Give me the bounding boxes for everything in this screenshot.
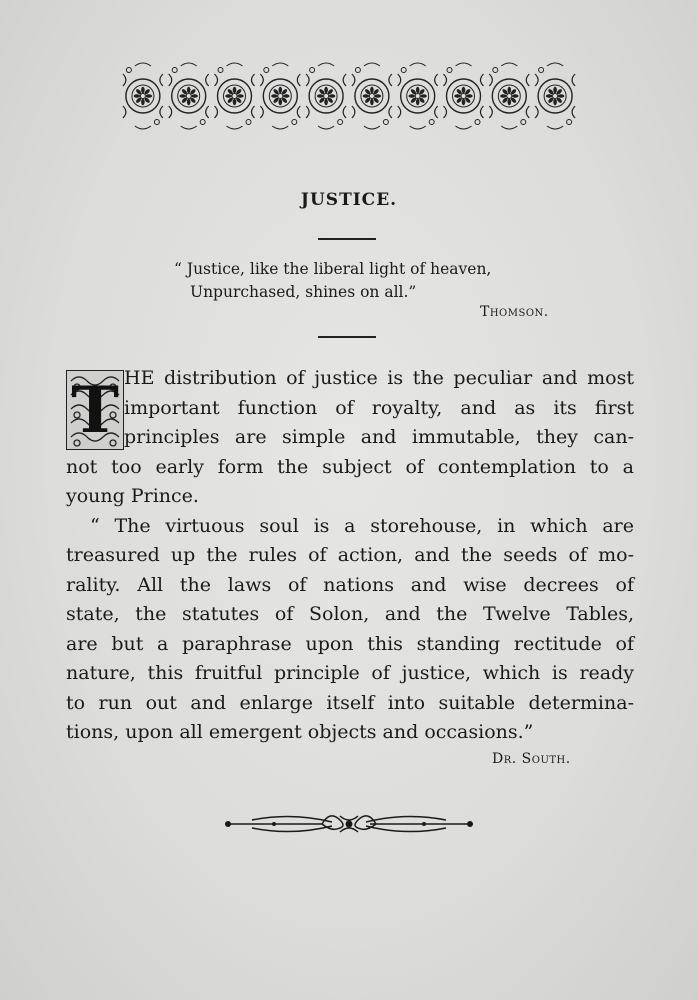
text-line: treasured up the rules of action, and the seeds of mo- [66,544,634,566]
text-line: important function of royalty, and as its first [124,396,634,419]
rosette-icon [215,63,255,129]
page-title: JUSTICE. [300,190,398,210]
epigraph-line-2: Unpurchased, shines on all.” [190,283,417,301]
text-line: young Prince. [66,485,199,507]
text-line: HE distribution of justice is the peculiar and most [124,367,634,389]
epigraph-line-1: “ Justice, like the liberal light of heaven, [174,260,492,278]
initial-letter: T [71,373,119,448]
paragraph-1 [66,364,634,512]
rosette-icon [123,63,163,129]
rosette-icon [489,63,529,129]
text-line: rality. All the laws of nations and wise decrees of [66,573,634,596]
epigraph [174,258,594,304]
floral-header-ornament [120,60,578,132]
rosette-icon [535,63,575,129]
epigraph-attribution: Thomson. [480,304,549,320]
rule-bottom [318,336,376,338]
text-line: “ The virtuous soul is a storehouse, in which are [90,514,634,537]
text-line: tions, upon all emergent objects and occasions.” [66,721,534,743]
closing-attribution: Dr. South. [492,751,571,767]
rosette-icon [260,63,300,129]
text-line: are but a paraphrase upon this standing rectitude of [66,632,634,655]
rosette-icon [352,63,392,129]
rosette-icon [306,63,346,129]
rosette-icon [398,63,438,129]
scroll-tail-ornament [222,808,476,840]
text-line: nature, this fruitful principle of justice, which is ready [66,662,634,684]
text-line: not too early form the subject of contemplation to a [66,455,634,478]
text-line: principles are simple and immutable, they can- [124,426,634,448]
rule-top [318,238,376,240]
rosette-icon [444,63,484,129]
body-text [66,364,634,748]
paragraph-2 [66,512,634,748]
text-line: state, the statutes of Solon, and the Twelve Tables, [66,603,634,625]
text-line: to run out and enlarge itself into suitable determina- [66,691,634,714]
rosette-icon [169,63,209,129]
